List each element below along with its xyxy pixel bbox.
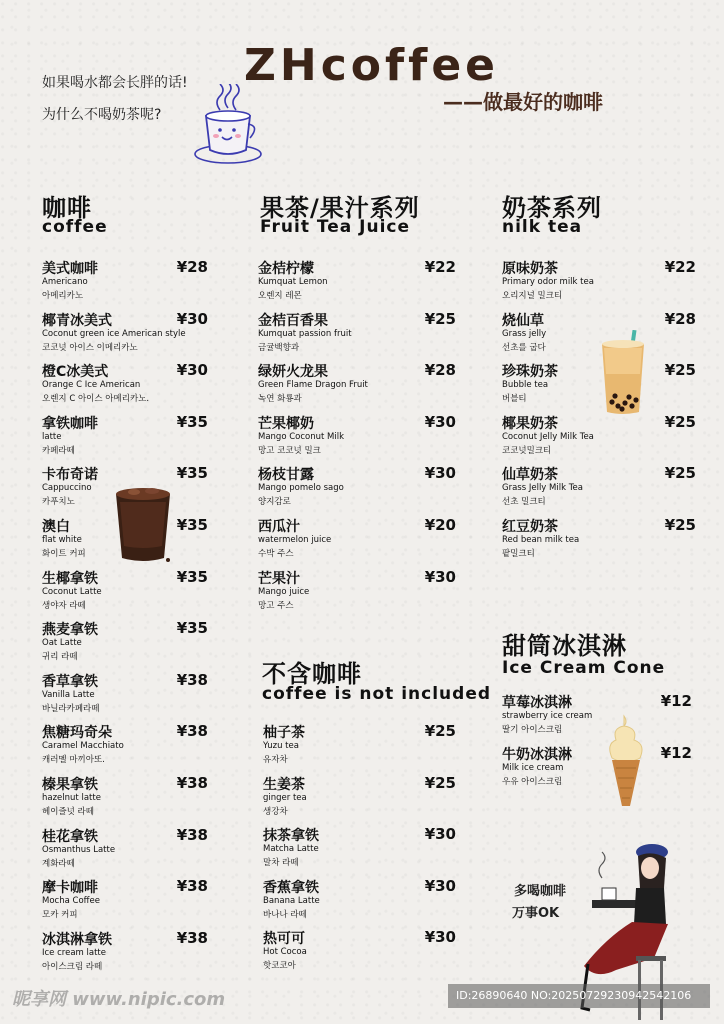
section-title-milk-tea: 奶茶系列: [502, 194, 602, 222]
item-korean: 선초 밀크티: [502, 497, 546, 508]
item-name: 烧仙草: [502, 312, 544, 329]
menu-item: [42, 258, 208, 308]
item-name: 原味奶茶: [502, 261, 558, 277]
item-english: Americano: [42, 277, 88, 287]
ice-cream-cone-image: [604, 714, 648, 808]
item-korean: 오리지널 밀크티: [502, 291, 563, 301]
menu-item: [42, 568, 208, 618]
brand-logo: ZHcoffee: [244, 40, 500, 91]
footer-note-line2: 万事OK: [512, 906, 560, 921]
item-price: ¥22: [424, 258, 456, 276]
item-korean: 말차 라떼: [263, 858, 299, 869]
item-price: ¥25: [664, 464, 696, 483]
item-name: 西瓜汁: [258, 519, 300, 535]
item-name: 仙草奶茶: [502, 467, 558, 484]
header-note-line1: 如果喝水都会长胖的话!: [42, 75, 188, 91]
menu-item: [258, 464, 456, 514]
item-price: ¥38: [176, 722, 208, 741]
item-name: 橙C冰美式: [42, 364, 109, 381]
item-english: flat white: [42, 535, 82, 545]
item-name: 焦糖玛奇朵: [42, 725, 112, 742]
menu-item: [258, 310, 456, 360]
item-english: Vanilla Latte: [42, 689, 95, 700]
item-english: Grass Jelly Milk Tea: [502, 483, 583, 494]
item-price: ¥38: [176, 877, 208, 896]
item-name: 柚子茶: [263, 725, 305, 741]
item-name: 热可可: [263, 931, 305, 948]
item-name: 杨枝甘露: [258, 467, 314, 484]
item-price: ¥35: [176, 464, 208, 483]
item-price: ¥25: [424, 309, 456, 328]
item-name: 金桔柠檬: [258, 261, 314, 277]
menu-item: [263, 928, 456, 978]
item-korean: 팥밀크티: [502, 549, 535, 559]
item-english: Coconut green ice American style: [42, 328, 186, 339]
item-price: ¥30: [424, 825, 456, 844]
menu-item: [42, 310, 208, 360]
item-name: 香草拿铁: [42, 673, 98, 690]
menu-item: [502, 464, 696, 514]
item-name: 生姜茶: [263, 776, 305, 793]
item-name: 生椰拿铁: [42, 570, 98, 587]
item-price: ¥30: [424, 876, 456, 895]
watermark-id: ID:26890640 NO:20250729230942542106: [448, 984, 710, 1008]
item-price: ¥12: [660, 692, 692, 710]
section-title-coffee: 咖啡: [42, 194, 92, 222]
item-english: latte: [42, 431, 62, 442]
item-korean: 유자차: [263, 755, 288, 765]
item-english: Mango juice: [258, 586, 310, 597]
item-english: Mango Coconut Milk: [258, 431, 345, 442]
bubble-tea-image: [598, 330, 648, 416]
item-price: ¥30: [176, 361, 208, 380]
menu-item: [42, 361, 208, 411]
item-price: ¥38: [176, 774, 208, 792]
item-english: Banana Latte: [263, 895, 320, 906]
item-price: ¥35: [176, 412, 208, 431]
item-english: Matcha Latte: [263, 844, 319, 855]
section-subtitle-fruit-tea: Fruit Tea Juice: [260, 217, 411, 237]
item-price: ¥25: [664, 516, 696, 534]
menu-item: [502, 413, 696, 463]
item-korean: 오렌지 C 아이스 아메리카노.: [42, 394, 150, 405]
item-korean: 카페라떼: [42, 445, 75, 456]
item-english: Milk ice cream: [502, 762, 564, 773]
item-name: 抹茶拿铁: [263, 828, 319, 845]
item-korean: 버블티: [502, 394, 527, 405]
item-english: Mango pomelo sago: [258, 483, 344, 494]
item-name: 美式咖啡: [42, 261, 98, 277]
item-english: Osmanthus Latte: [42, 844, 116, 855]
item-korean: 딸기 아이스크림: [502, 725, 563, 735]
item-name: 牛奶冰淇淋: [502, 746, 572, 763]
item-price: ¥30: [424, 928, 456, 947]
item-korean: 선초를 굽다: [502, 342, 546, 353]
item-korean: 망고 주스: [258, 600, 294, 611]
item-english: watermelon juice: [258, 535, 332, 545]
item-name: 拿铁咖啡: [42, 415, 98, 432]
menu-item: [42, 929, 208, 979]
item-korean: 생강차: [263, 806, 288, 817]
item-korean: 계화라떼: [42, 858, 75, 869]
item-name: 燕麦拿铁: [42, 622, 98, 639]
item-english: Ice cream latte: [42, 947, 106, 958]
menu-item: [263, 774, 456, 824]
item-korean: 바닐라카페라떼: [42, 703, 100, 714]
item-korean: 아이스크림 라떼: [42, 961, 103, 972]
item-price: ¥35: [176, 619, 208, 638]
item-english: Bubble tea: [502, 380, 549, 391]
item-korean: 코코넛밀크티: [502, 445, 552, 456]
item-name: 澳白: [42, 519, 70, 535]
item-price: ¥30: [424, 412, 456, 431]
section-title-fruit-tea: 果茶/果汁系列: [260, 194, 420, 222]
menu-item: [258, 516, 456, 566]
item-english: Oat Latte: [42, 638, 82, 649]
item-english: ginger tea: [263, 792, 307, 803]
item-price: ¥35: [176, 516, 208, 534]
item-price: ¥28: [664, 309, 696, 328]
item-name: 椰果奶茶: [502, 415, 558, 432]
item-korean: 생야자 라떼: [42, 600, 86, 611]
menu-item: [42, 671, 208, 721]
item-korean: 캐러멜 마끼아또.: [42, 755, 105, 766]
menu-item: [42, 722, 208, 772]
item-korean: 녹연 화룡과: [258, 394, 302, 405]
section-subtitle-coffee: coffee: [42, 217, 108, 237]
item-name: 摩卡咖啡: [42, 880, 98, 897]
item-english: Mocha Coffee: [42, 896, 100, 907]
item-name: 芒果汁: [258, 570, 300, 587]
item-price: ¥30: [424, 567, 456, 586]
header-note-line2: 为什么不喝奶茶呢?: [42, 107, 162, 123]
item-name: 榛果拿铁: [42, 777, 98, 793]
item-name: 珍珠奶茶: [502, 364, 558, 381]
item-english: Hot Cocoa: [263, 947, 307, 958]
menu-item: [502, 692, 692, 742]
menu-item: [263, 825, 456, 875]
item-price: ¥22: [664, 258, 696, 276]
menu-item: [502, 516, 696, 566]
item-price: ¥38: [176, 825, 208, 844]
menu-item: [258, 258, 456, 308]
item-english: hazelnut latte: [42, 793, 101, 803]
item-korean: 귀리 라떼: [42, 652, 78, 663]
menu-item: [258, 361, 456, 411]
item-price: ¥30: [424, 464, 456, 483]
item-korean: 금귤백향과: [258, 342, 300, 353]
item-korean: 화이트 커피: [42, 549, 86, 559]
item-price: ¥28: [176, 258, 208, 276]
menu-item: [258, 568, 456, 618]
menu-item: [263, 722, 456, 772]
menu-item: [42, 877, 208, 927]
item-korean: 코코넛 아이스 이메리카노: [42, 342, 138, 353]
item-english: Cappuccino: [42, 483, 92, 494]
item-english: Green Flame Dragon Fruit: [258, 380, 368, 391]
item-english: strawberry ice cream: [502, 711, 593, 721]
item-price: ¥30: [176, 309, 208, 328]
item-price: ¥25: [424, 722, 456, 740]
item-name: 冰淇淋拿铁: [42, 931, 112, 948]
section-subtitle-ice-cream: Ice Cream Cone: [502, 658, 666, 678]
item-name: 椰青冰美式: [42, 312, 112, 329]
menu-item: [263, 877, 456, 927]
item-price: ¥20: [424, 516, 456, 534]
item-price: ¥25: [664, 361, 696, 380]
menu-item: [42, 619, 208, 669]
item-korean: 양지감로: [258, 497, 291, 508]
item-price: ¥38: [176, 928, 208, 947]
item-korean: 우유 아이스크림: [502, 776, 563, 787]
item-korean: 수박 주스: [258, 549, 294, 559]
item-english: Yuzu tea: [263, 741, 299, 751]
watermark-site: 昵享网 www.nipic.com: [12, 989, 226, 1010]
section-subtitle-no-coffee: coffee is not included: [262, 684, 492, 704]
item-english: Primary odor milk tea: [502, 277, 594, 287]
item-price: ¥25: [664, 412, 696, 431]
item-english: Caramel Macchiato: [42, 741, 124, 752]
item-korean: 바나나 라떼: [263, 909, 307, 920]
item-korean: 헤이즐넛 라떼: [42, 807, 94, 817]
menu-item: [258, 413, 456, 463]
item-price: ¥25: [424, 773, 456, 792]
item-name: 金桔百香果: [258, 312, 328, 329]
item-english: Kumquat passion fruit: [258, 328, 352, 339]
item-english: Red bean milk tea: [502, 535, 580, 545]
footer-note-line1: 多喝咖啡: [514, 884, 567, 899]
item-english: Orange C Ice American: [42, 380, 141, 391]
item-name: 桂花拿铁: [42, 828, 98, 845]
item-name: 卡布奇诺: [42, 467, 98, 484]
item-english: Kumquat Lemon: [258, 277, 328, 287]
item-name: 草莓冰淇淋: [502, 695, 572, 711]
item-korean: 아메리카노: [42, 291, 84, 301]
item-english: Coconut Jelly Milk Tea: [502, 431, 594, 442]
section-title-ice-cream: 甜筒冰淇淋: [502, 632, 627, 660]
item-english: Coconut Latte: [42, 586, 102, 597]
menu-item: [502, 744, 692, 794]
item-korean: 카푸치노: [42, 497, 75, 508]
section-subtitle-milk-tea: nilk tea: [502, 217, 583, 237]
item-korean: 모카 커피: [42, 910, 78, 921]
menu-item: [42, 413, 208, 463]
item-korean: 핫코코아: [263, 961, 296, 972]
item-name: 芒果椰奶: [258, 415, 314, 432]
item-name: 红豆奶茶: [502, 519, 558, 535]
item-name: 绿妍火龙果: [258, 364, 328, 381]
iced-coffee-image: [112, 484, 174, 564]
coffee-cup-doodle-icon: [190, 84, 266, 168]
item-korean: 오렌지 레몬: [258, 291, 302, 301]
section-title-no-coffee: 不含咖啡: [262, 660, 362, 688]
item-price: ¥38: [176, 670, 208, 689]
item-korean: 망고 코코넛 밀크: [258, 445, 321, 456]
item-name: 香蕉拿铁: [263, 879, 319, 896]
menu-item: [502, 258, 696, 308]
item-price: ¥28: [424, 361, 456, 380]
menu-item: [42, 774, 208, 824]
brand-slogan: ——做最好的咖啡: [443, 90, 603, 114]
item-price: ¥12: [660, 743, 692, 762]
menu-item: [42, 826, 208, 876]
item-english: Grass jelly: [502, 328, 547, 339]
item-price: ¥35: [176, 567, 208, 586]
